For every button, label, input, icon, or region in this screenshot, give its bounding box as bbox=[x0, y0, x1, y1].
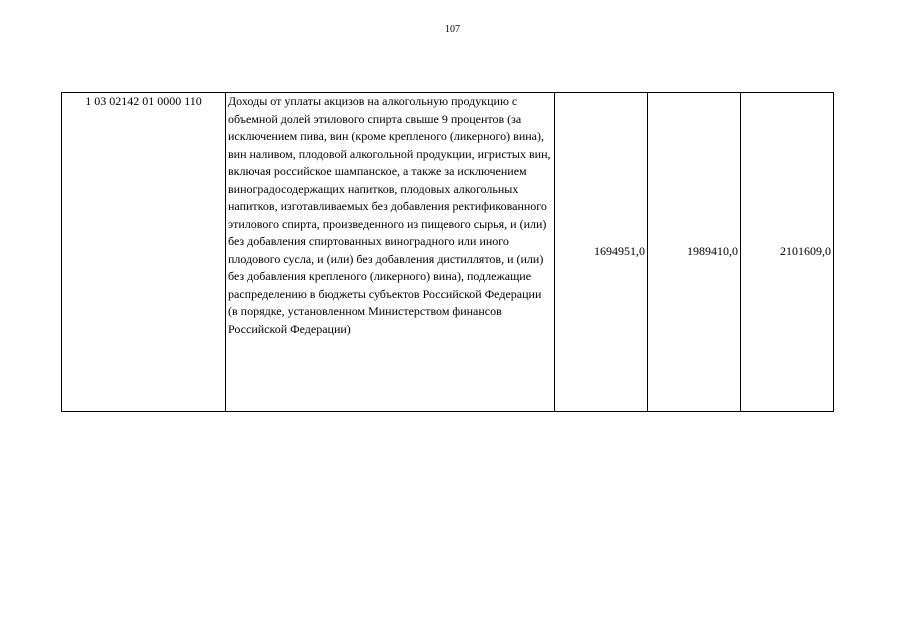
amount-year-3: 2101609,0 bbox=[741, 93, 834, 412]
table-row bbox=[62, 93, 834, 412]
budget-table bbox=[61, 92, 834, 412]
amount-year-1: 1694951,0 bbox=[555, 93, 648, 412]
amount-year-2: 1989410,0 bbox=[648, 93, 741, 412]
budget-classification-code: 1 03 02142 01 0000 110 bbox=[62, 93, 226, 412]
page-number: 107 bbox=[445, 24, 460, 35]
income-description: Доходы от уплаты акцизов на алкогольную продукцию с объемной долей этилового спирта свыше 9 процентов (за исключением пива, вин (кроме крепленого (ликерного) вина), вин наливом, плодовой алкогольной продукции, игристых вин, включая российское шампанское, а также за исключением виноградосодержащих напитков, плодовых алкогольных напитков, изготавливаемых без добавления ректификованного этилового спирта, произведенного из пищевого сырья, и (или) без добавления спиртованных виноградного или иного плодового сусла, и (или) без добавления дистиллятов, и (или) без добавления крепленого (ликерного) вина), подлежащие распределению в бюджеты субъектов Российской Федерации (в порядке, установленном Министерством финансов Российской Федерации) bbox=[226, 93, 555, 412]
